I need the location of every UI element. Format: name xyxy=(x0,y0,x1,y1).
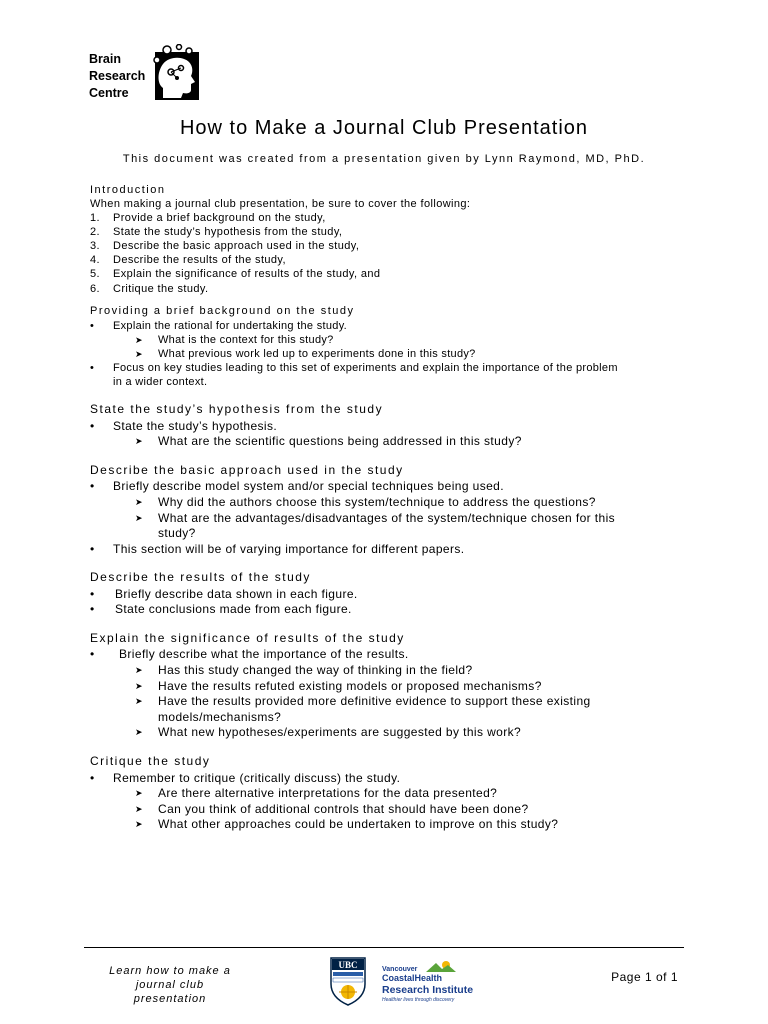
item-number: 4. xyxy=(90,254,100,267)
arrow-bullet-icon: ➤ xyxy=(135,727,143,738)
bullet-text: Remember to critique (critically discuss) the study. xyxy=(113,770,401,785)
item-number: 2. xyxy=(90,226,100,239)
sub-item xyxy=(90,495,690,511)
list-item xyxy=(90,282,690,296)
item-text: State the study’s hypothesis from the study, xyxy=(113,226,343,239)
bullet-item xyxy=(90,361,690,375)
list-item xyxy=(90,239,690,253)
arrow-bullet-icon: ➤ xyxy=(135,696,143,707)
sub-text: Why did the authors choose this system/technique to address the questions? xyxy=(158,494,596,509)
arrow-bullet-icon: ➤ xyxy=(135,665,143,676)
footer-caption xyxy=(90,964,250,1006)
page-subtitle: This document was created from a presentation given by Lynn Raymond, MD, PhD. xyxy=(122,153,646,165)
sub-continuation: models/mechanisms? xyxy=(158,709,282,724)
arrow-bullet-icon: ➤ xyxy=(135,788,143,799)
sub-text: What other approaches could be undertaken to improve on this study? xyxy=(158,817,559,832)
bullet-icon: • xyxy=(90,647,95,662)
sub-text: Have the results provided more definitive evidence to support these existing xyxy=(158,694,591,709)
introduction-heading: Introduction xyxy=(90,184,166,196)
section-heading: Critique the study xyxy=(90,754,211,769)
logo-line-research: Research xyxy=(89,69,146,83)
bullet-icon: • xyxy=(90,586,95,601)
list-item xyxy=(90,225,690,239)
sub-item xyxy=(90,511,690,527)
bullet-text: Briefly describe data shown in each figure. xyxy=(115,586,358,601)
section-approach xyxy=(90,463,690,557)
bullet-item xyxy=(90,319,690,333)
sub-item xyxy=(90,725,690,741)
bullet-text: This section will be of varying importance for different papers. xyxy=(113,541,465,556)
item-number: 1. xyxy=(90,212,100,225)
sub-text: Has this study changed the way of thinking in the field? xyxy=(158,663,473,678)
section-hypothesis xyxy=(90,402,690,450)
sub-text: Have the results refuted existing models or proposed mechanisms? xyxy=(158,678,542,693)
arrow-bullet-icon: ➤ xyxy=(135,348,143,359)
section-significance xyxy=(90,631,690,741)
item-number: 3. xyxy=(90,240,100,253)
document-body xyxy=(90,183,690,833)
sub-item xyxy=(90,347,690,361)
vch-line-vancouver: Vancouver xyxy=(382,966,418,973)
sub-text: What are the advantages/disadvantages of the system/technique chosen for this xyxy=(158,510,616,525)
page-number: Page 1 of 1 xyxy=(611,970,678,984)
arrow-bullet-icon: ➤ xyxy=(135,496,143,507)
sub-text: Are there alternative interpretations for the data presented? xyxy=(158,786,498,801)
section-background xyxy=(90,304,690,389)
list-item xyxy=(90,211,690,225)
sub-text: What previous work led up to experiments done in this study? xyxy=(158,347,476,360)
section-critique xyxy=(90,754,690,833)
arrow-bullet-icon: ➤ xyxy=(135,436,143,447)
section-heading: Providing a brief background on the study xyxy=(90,304,355,317)
vch-line-coastalhealth: CoastalHealth xyxy=(382,973,443,983)
sub-item xyxy=(90,817,690,833)
vch-research-institute-logo xyxy=(382,960,492,1006)
sub-continuation: study? xyxy=(158,526,196,541)
bullet-icon: • xyxy=(90,770,95,785)
brain-research-centre-logo xyxy=(89,44,209,106)
bullet-item xyxy=(90,602,690,618)
introduction-lead: When making a journal club presentation, be sure to cover the following: xyxy=(90,198,471,210)
arrow-bullet-icon: ➤ xyxy=(135,819,143,830)
bullet-text: Focus on key studies leading to this set of experiments and explain the importance of the problem xyxy=(113,361,618,374)
sub-item xyxy=(90,434,690,450)
section-results xyxy=(90,570,690,618)
list-item xyxy=(90,267,690,281)
logo-line-brain: Brain xyxy=(89,52,121,66)
footer-caption-line: presentation xyxy=(133,993,207,1005)
footer-divider xyxy=(84,947,684,948)
arrow-bullet-icon: ➤ xyxy=(135,512,143,523)
item-text: Describe the results of the study, xyxy=(113,254,286,267)
item-text: Describe the basic approach used in the study, xyxy=(113,240,360,253)
bullet-icon: • xyxy=(90,541,95,556)
bullet-item xyxy=(90,647,690,663)
bullet-item xyxy=(90,542,690,558)
bullet-icon: • xyxy=(90,319,95,332)
bullet-icon: • xyxy=(90,479,95,494)
bullet-text: Briefly describe what the importance of the results. xyxy=(119,647,409,662)
arrow-bullet-icon: ➤ xyxy=(135,334,143,345)
sub-item xyxy=(90,333,690,347)
bullet-icon: • xyxy=(90,418,95,433)
bullet-continuation: in a wider context. xyxy=(113,376,208,389)
item-number: 6. xyxy=(90,282,100,295)
bullet-item xyxy=(90,587,690,603)
bullet-icon: • xyxy=(90,602,95,617)
section-heading: Explain the significance of results of the study xyxy=(90,630,405,645)
sub-text: Can you think of additional controls that should have been done? xyxy=(158,801,529,816)
bullet-item xyxy=(90,419,690,435)
vch-tagline: Healthier lives through discovery xyxy=(382,997,455,1003)
mountain-sun-icon xyxy=(426,960,456,972)
sub-item xyxy=(90,694,690,710)
section-heading: Describe the basic approach used in the study xyxy=(90,462,404,477)
sub-item xyxy=(90,802,690,818)
logo-text xyxy=(89,51,145,102)
bullet-text: Explain the rational for undertaking the study. xyxy=(113,319,348,332)
svg-text:UBC: UBC xyxy=(338,960,358,970)
introduction-list xyxy=(90,211,690,296)
item-text: Critique the study. xyxy=(113,282,209,295)
arrow-bullet-icon: ➤ xyxy=(135,680,143,691)
logo-line-centre: Centre xyxy=(89,86,129,100)
section-heading: Describe the results of the study xyxy=(90,570,311,585)
bullet-item xyxy=(90,771,690,787)
sub-text: What new hypotheses/experiments are suggested by this work? xyxy=(158,725,522,740)
sub-item xyxy=(90,663,690,679)
bullet-text: State conclusions made from each figure. xyxy=(115,602,352,617)
bullet-icon: • xyxy=(90,361,95,374)
sub-text: What are the scientific questions being addressed in this study? xyxy=(158,434,522,449)
bullet-item xyxy=(90,479,690,495)
section-heading: State the study’s hypothesis from the study xyxy=(90,402,384,417)
item-text: Provide a brief background on the study, xyxy=(113,212,326,225)
list-item xyxy=(90,253,690,267)
bullet-text: State the study’s hypothesis. xyxy=(113,418,278,433)
bullet-text: Briefly describe model system and/or special techniques being used. xyxy=(113,479,504,494)
sub-text: What is the context for this study? xyxy=(158,333,334,346)
footer-caption-line: Learn how to make a journal club xyxy=(109,965,231,991)
sub-item xyxy=(90,786,690,802)
item-text: Explain the significance of results of the study, and xyxy=(113,268,381,281)
item-number: 5. xyxy=(90,268,100,281)
brain-head-icon xyxy=(149,44,201,102)
vch-line-research-institute: Research Institute xyxy=(382,984,474,996)
ubc-crest-icon xyxy=(329,956,367,1006)
sub-item xyxy=(90,679,690,695)
page-title: How to Make a Journal Club Presentation xyxy=(179,117,589,139)
arrow-bullet-icon: ➤ xyxy=(135,803,143,814)
